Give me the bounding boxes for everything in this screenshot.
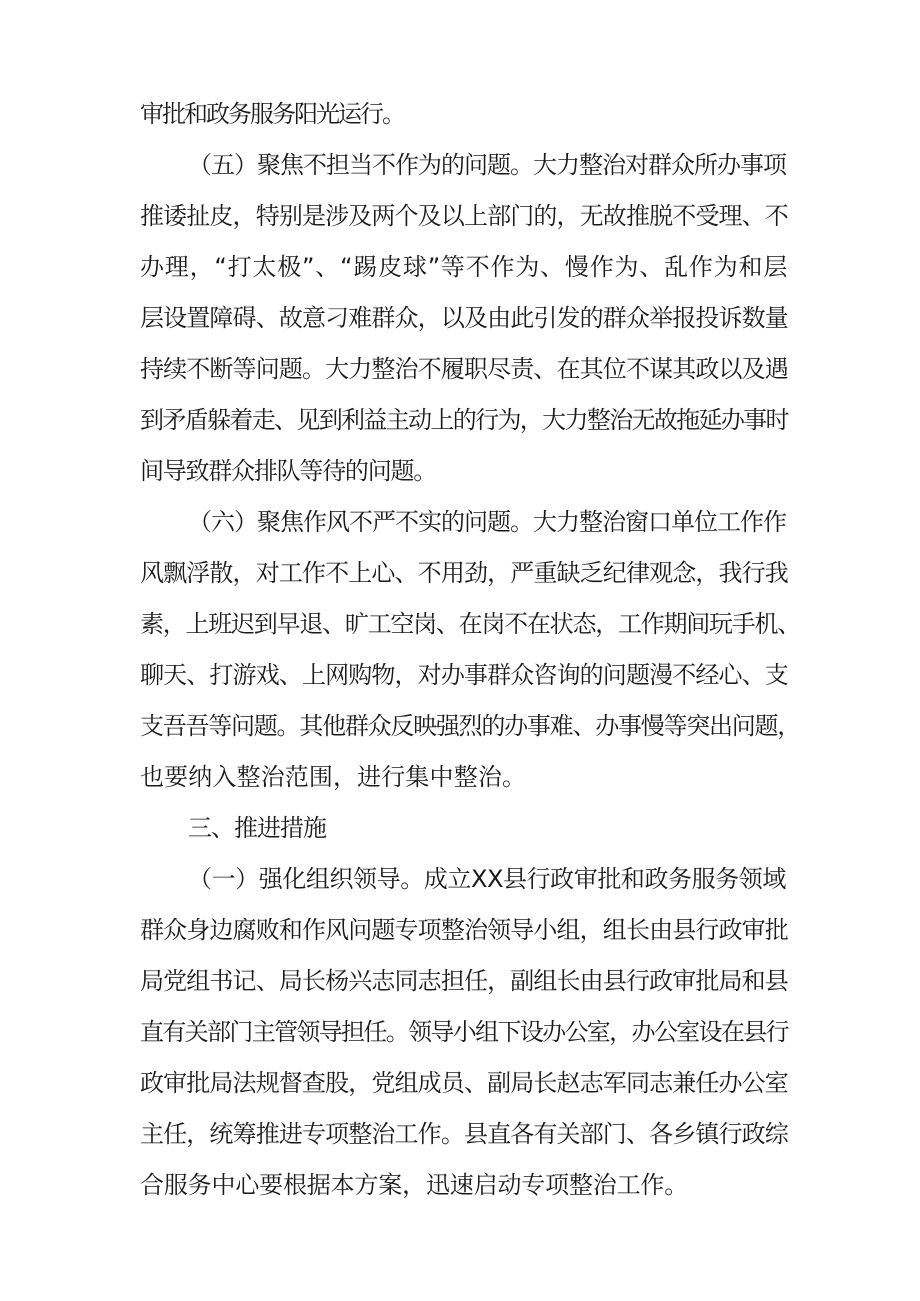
text-line-3	[140, 196, 788, 236]
line-text: 直有关部门主管领导担任。领导小组下设办公室，办公室设在县行	[140, 1018, 788, 1046]
line-text: （六）聚焦作风不严不实的问题。大力整治窗口单位工作作	[188, 508, 786, 536]
text-line-2	[188, 145, 786, 185]
text-line-11	[140, 604, 800, 644]
text-line-1	[140, 94, 404, 134]
line-text: 政审批局法规督查股，党组成员、副局长赵志军同志兼任办公室	[140, 1069, 788, 1097]
text-line-20	[140, 1063, 788, 1103]
text-line-9	[188, 502, 786, 542]
line-text: 持续不断等问题。大力整治不履职尽责、在其位不谋其政以及遇	[140, 355, 788, 383]
line-text: （一）强化组织领导。成立XX县行政审批和政务服务领域	[188, 865, 786, 893]
line-text: （五）聚焦不担当不作为的问题。大力整治对群众所办事项	[188, 151, 786, 179]
line-text: 层设置障碍、故意刁难群众，以及由此引发的群众举报投诉数量	[140, 304, 788, 332]
text-line-5	[140, 298, 788, 338]
line-text: 支吾吾等问题。其他群众反映强烈的办事难、办事慢等突出问题，	[140, 712, 801, 740]
text-line-19	[140, 1012, 788, 1052]
text-line-22	[140, 1165, 688, 1205]
line-text: 也要纳入整治范围，进行集中整治。	[140, 763, 527, 791]
text-line-4	[140, 247, 788, 287]
text-line-6	[140, 349, 788, 389]
line-text: 局党组书记、局长杨兴志同志担任，副组长由县行政审批局和县	[140, 967, 788, 995]
line-text: 推诿扯皮，特别是涉及两个及以上部门的，无故推脱不受理、不	[140, 202, 788, 230]
line-text: 主任，统筹推进专项整治工作。县直各有关部门、各乡镇行政综	[140, 1120, 788, 1148]
text-line-10	[140, 553, 788, 593]
line-text: 到矛盾躲着走、见到利益主动上的行为，大力整治无故拖延办事时	[140, 406, 788, 434]
line-text: 办理，“打太极”、“踢皮球”等不作为、慢作为、乱作为和层	[140, 253, 789, 281]
text-line-8	[140, 451, 436, 491]
line-text: 群众身边腐败和作风问题专项整治领导小组，组长由县行政审批	[140, 916, 788, 944]
text-line-13	[140, 706, 800, 746]
line-text: 间导致群众排队等待的问题。	[140, 457, 437, 485]
line-text: 风飘浮散，对工作不上心、不用劲，严重缺乏纪律观念，我行我	[140, 559, 788, 587]
text-line-17	[140, 910, 788, 950]
section-heading	[188, 808, 326, 848]
line-text: 聊天、打游戏、上网购物，对办事群众咨询的问题漫不经心、支	[140, 661, 788, 689]
text-line-7	[140, 400, 788, 440]
text-line-21	[140, 1114, 788, 1154]
text-line-12	[140, 655, 788, 695]
line-text: 素，上班迟到早退、旷工空岗、在岗不在状态，工作期间玩手机、	[140, 610, 801, 638]
text-line-18	[140, 961, 788, 1001]
line-text: 合服务中心要根据本方案，迅速启动专项整治工作。	[140, 1171, 689, 1199]
line-text: 审批和政务服务阳光运行。	[140, 100, 404, 128]
line-text: 三、推进措施	[188, 814, 326, 842]
text-line-14	[140, 757, 526, 797]
text-line-16	[188, 859, 786, 899]
